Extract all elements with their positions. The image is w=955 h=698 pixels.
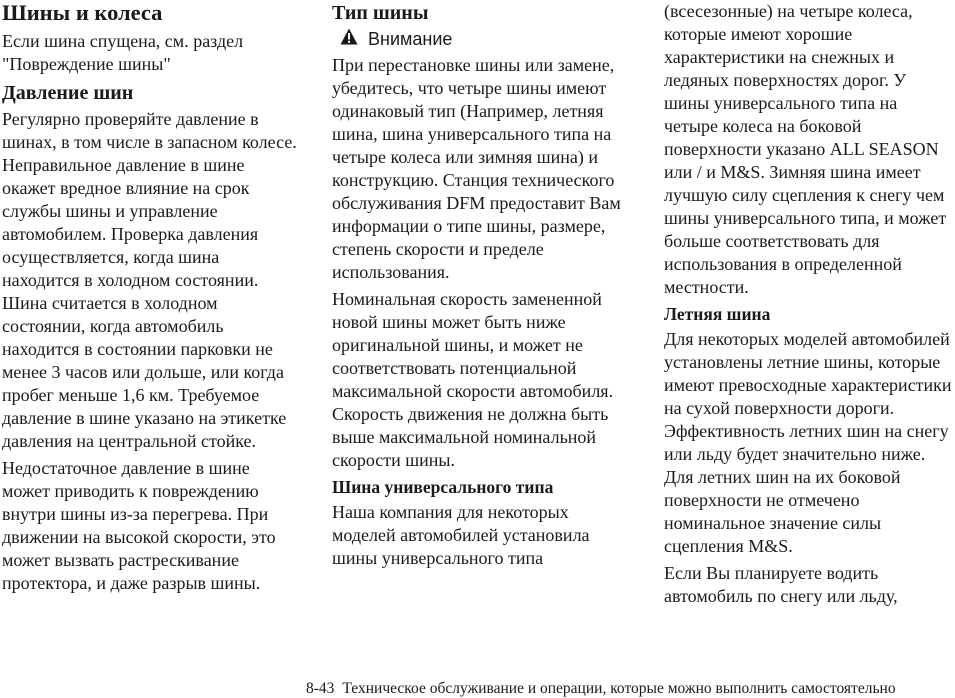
tire-replacement-paragraph: При перестановке шины или замене, убедитесь, что четыре шины имеют одинаковый тип (Например, летняя шина, шина универсального типа на четыре колеса или зимняя шина) и конструкцию. Станция технического обслуживания DFM предоставит Вам информации о типе шины, размере, степень скорости и пределе использования.	[332, 55, 621, 282]
flat-tire-note: Если шина спущена, см. раздел "Повреждение шины"	[2, 31, 244, 74]
column-right	[664, 0, 954, 612]
page-title: Шины и колеса	[2, 0, 163, 25]
all-season-heading: Шина универсального типа	[332, 477, 554, 497]
warning-icon	[340, 28, 358, 50]
snow-driving-paragraph: Если Вы планируете водить автомобиль по снегу или льду,	[664, 563, 898, 606]
column-left	[2, 0, 298, 599]
tire-pressure-paragraph: Регулярно проверяйте давление в шинах, в том числе в запасном колесе. Неправильное давление в шине окажет вредное влияние на срок службы шины и управление автомобилем. Проверка давления осуществляется, когда шина находится в холодном состоянии. Шина считается в холодном состоянии, когда автомобиль находится в состоянии парковки не менее 3 часов или дольше, или когда пробег меньше 1,6 км. Требуемое давление в шине указано на этикетке давления на центральной стойке.	[2, 109, 297, 451]
tire-pressure-heading: Давление шин	[2, 82, 134, 104]
page-number: 8-43	[306, 680, 335, 697]
footer-section-title: Техническое обслуживание и операции, которые можно выполнить самостоятельно	[342, 680, 896, 697]
summer-tire-heading: Летняя шина	[664, 304, 771, 324]
page-footer	[306, 680, 952, 698]
tire-type-heading: Тип шины	[332, 2, 429, 24]
warning-label: Внимание	[368, 29, 453, 49]
warning-callout	[340, 28, 632, 50]
summer-tire-paragraph: Для некоторых моделей автомобилей установлены летние шины, которые имеют превосходные характеристики на сухой поверхности дороги. Эффективность летних шин на снегу или льду будет значительно ниже. Для летних шин на их боковой поверхности не отмечено номинальное значение силы сцепления M&S.	[664, 329, 952, 556]
speed-rating-paragraph: Номинальная скорость замененной новой шины может быть ниже оригинальной шины, и может не соответствовать потенциальной максимальной скорости автомобиля. Скорость движения не должна быть выше максимальной номинальной скорости шины.	[332, 289, 614, 470]
column-middle	[332, 0, 632, 574]
all-season-paragraph-continued: (всесезонные) на четыре колеса, которые имеют хорошие характеристики на снежных и ледяных поверхностях дорог. У шины универсального типа на четыре колеса на боковой поверхности указано ALL SEASON или / и M&S. Зимняя шина имеет лучшую силу сцепления к снегу чем шины универсального типа, и может больше соответствовать для использования в определенной местности.	[664, 1, 947, 297]
all-season-paragraph: Наша компания для некоторых моделей автомобилей установила шины универсального типа	[332, 502, 590, 568]
low-pressure-paragraph: Недостаточное давление в шине может приводить к повреждению внутри шины из-за перегрева. При движении на высокой скорости, это может вызвать растрескивание протектора, и даже разрыв шины.	[2, 458, 276, 593]
